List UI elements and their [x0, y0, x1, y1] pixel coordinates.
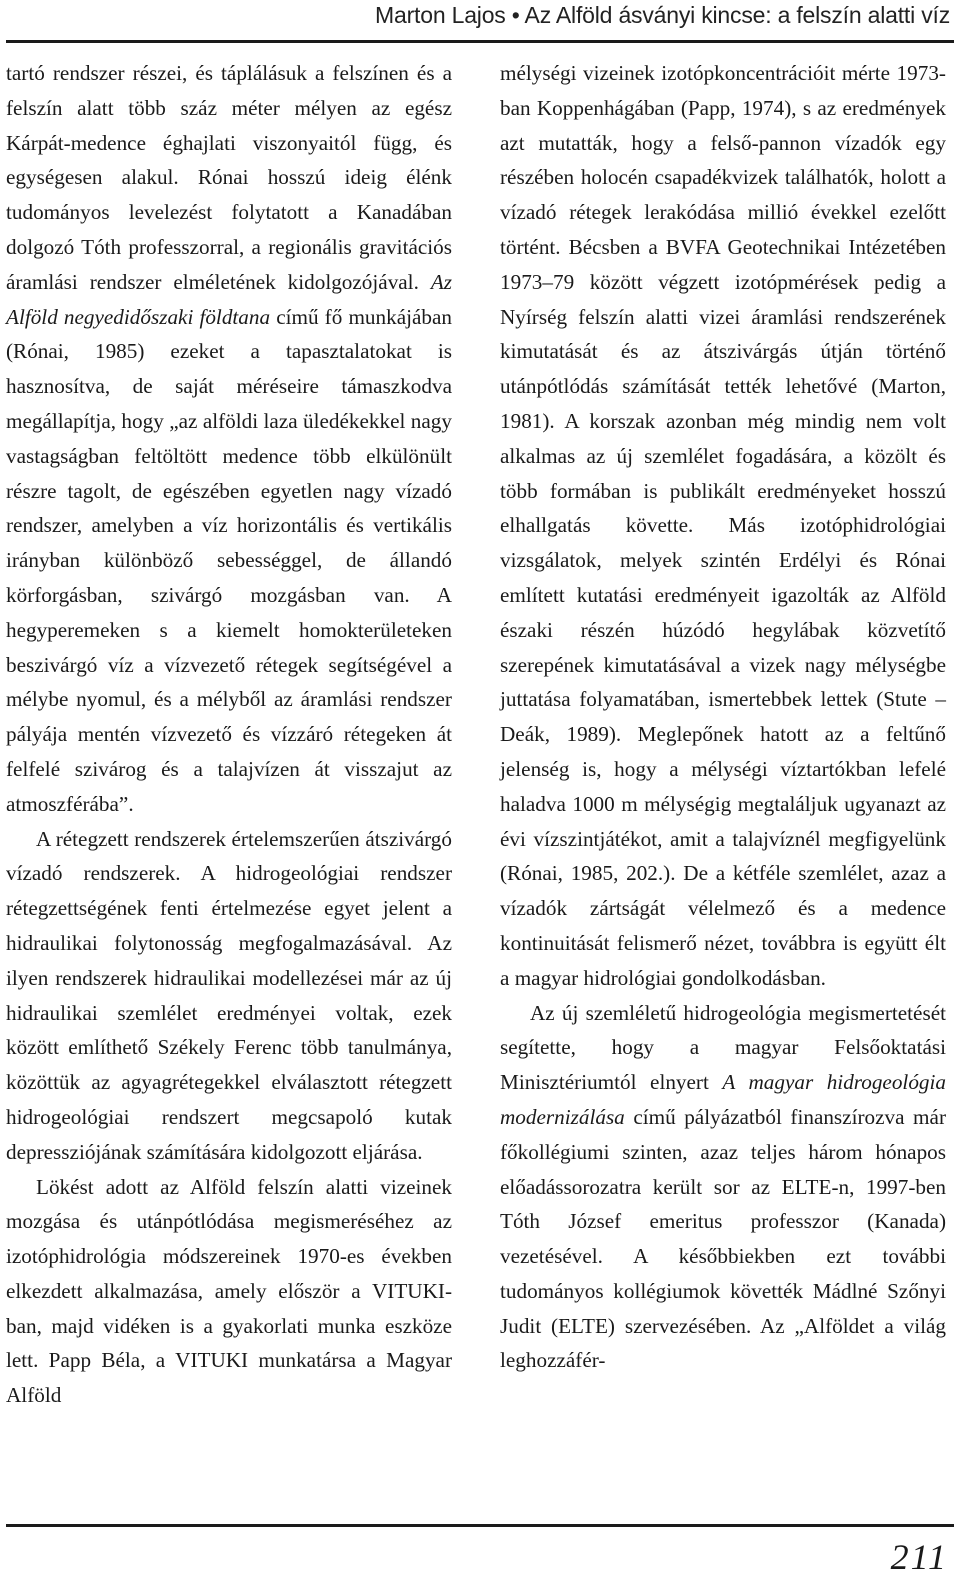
right-paragraph-2 [500, 996, 946, 1379]
left-column [6, 56, 452, 1413]
right-p2-text-a: Az új szemléletű hidrogeológia megismertetését segítette, hogy a magyar Felsőoktatási Minisztériumtól elnyert [500, 1000, 946, 1095]
running-header: Marton Lajos • Az Alföld ásványi kincse: a felszín alatti víz [375, 2, 950, 28]
left-paragraph-3: Lökést adott az Alföld felszín alatti vizeinek mozgása és utánpótlódása megismeréséhez az izotóphidrológia módszereinek 1970-es években elkezdett alkalmazása, amely először a VITUKI-ban, majd vidéken is a gyakorlati munka eszköze lett. Papp Béla, a VITUKI munkatársa a Magyar Alföld [6, 1174, 452, 1408]
right-paragraph-1: mélységi vizeinek izotópkoncentrációit mérte 1973-ban Koppenhágában (Papp, 1974), s az eredmények azt mutatták, hogy a felső-pannon vízadók egy részében holocén csapadékvizek találhatók, holott a vízadó rétegek lerakódása millió évekkel ezelőtt történt. Bécsben a BVFA Geotechnikai Intézetében 1973–79 között végzett izotópmérések pedig a Nyírség felszín alatti vizei áramlási rendszerének kimutatását és az átszivárgás útján történő utánpótlódás számítását tették lehetővé (Marton, 1981). A korszak azonban még mindig nem volt alkalmas az új szemlélet fogadására, a közölt és több formában is publikált eredményeket hosszú elhallgatás követte. Más izotóphidrológiai vizsgálatok, melyek szintén Erdélyi és Rónai említett kutatási eredményeit igazolták az Alföld északi részén húzódó hegylábak közvetítő szerepének kimutatásával a vizek nagy mélységbe juttatása folyamatában, ismertebbek lettek (Stute – Deák, 1989). Meglepőnek hatott az a feltűnő jelenség is, hogy a mélységi víztartókban lefelé haladva 1000 m mélységig megtaláljuk ugyanazt az évi vízszintjátékot, amit a talajvíznél megfigyelünk (Rónai, 1985, 202.). De a kétféle szemlélet, azaz a vízadók zártságát vélelmező és a medence kontinuitását felismerő nézet, továbbra is együtt élt a magyar hidrológiai gondolkodásban. [500, 61, 946, 990]
book-title-italic: Az Alföld negyedidőszaki földtana [6, 269, 452, 329]
footer-rule [6, 1524, 954, 1527]
right-column [500, 56, 946, 1378]
left-p1-text-b: című fő munkájában (Rónai, 1985) ezeket a tapasztalatokat is hasznosítva, de saját méréseire támaszkodva megállapítja, hogy „az alföldi laza üledékekkel nagy vastagságban feltöltött medence több elkülönült részre tagolt, de egészében egyetlen nagy vízadó rendszer, amelyben a víz horizontális és vertikális irányban különböző sebességgel, de állandó körforgásban, szivárgó mozgásban van. A hegyperemeken s a kiemelt homokterületeken beszivárgó víz a vízvezető rétegek segítségével a mélybe nyomul, és a mélyből az áramlási rendszer pályája mentén vízvezető és vízzáró rétegeken át felfelé szivárog és a talajvízen át visszajut az atmoszférába”. [6, 304, 452, 816]
left-paragraph-1 [6, 56, 452, 822]
left-p1-text-a: tartó rendszer részei, és táplálásuk a felszínen és a felszín alatt több száz méter mélyen az egész Kárpát-medence éghajlati viszonyaitól függ, és egységesen alakul. Rónai hosszú ideig élénk tudományos levelezést folytatott a Kanadában dolgozó Tóth professzorral, a regionális gravitációs áramlási rendszer elméletének kidolgozójával. [6, 61, 452, 294]
left-paragraph-2: A rétegzett rendszerek értelemszerűen átszivárgó vízadó rendszerek. A hidrogeológiai rendszer rétegzettségének fenti értelmezése egyet jelent a hidraulikai folytonosság megfogalmazásával. Az ilyen rendszerek hidraulikai modellezései már az új hidraulikai szemlélet eredményei voltak, ezek között említhető Székely Ferenc több tanulmánya, közöttük az agyagrétegekkel elválasztott rétegzett hidrogeológiai rendszert megcsapoló kutak depressziójának számítására kidolgozott eljárása. [6, 826, 452, 1164]
page-number: 211 [890, 1537, 948, 1577]
header-rule [6, 40, 954, 43]
right-p2-text-b: című pályázatból finanszírozva már főkollégiumi szinten, azaz teljes három hónapos előadássorozatra került sor az ELTE-n, 1997-ben Tóth József emeritus professzor (Kanada) vezetésével. A későbbiekben ezt további tudományos kollégiumok követték Mádlné Szőnyi Judit (ELTE) szervezésében. Az „Alföldet a világ leghozzáfér- [500, 1104, 946, 1373]
project-title-italic: A magyar hidrogeológia modernizálása [500, 1070, 946, 1129]
